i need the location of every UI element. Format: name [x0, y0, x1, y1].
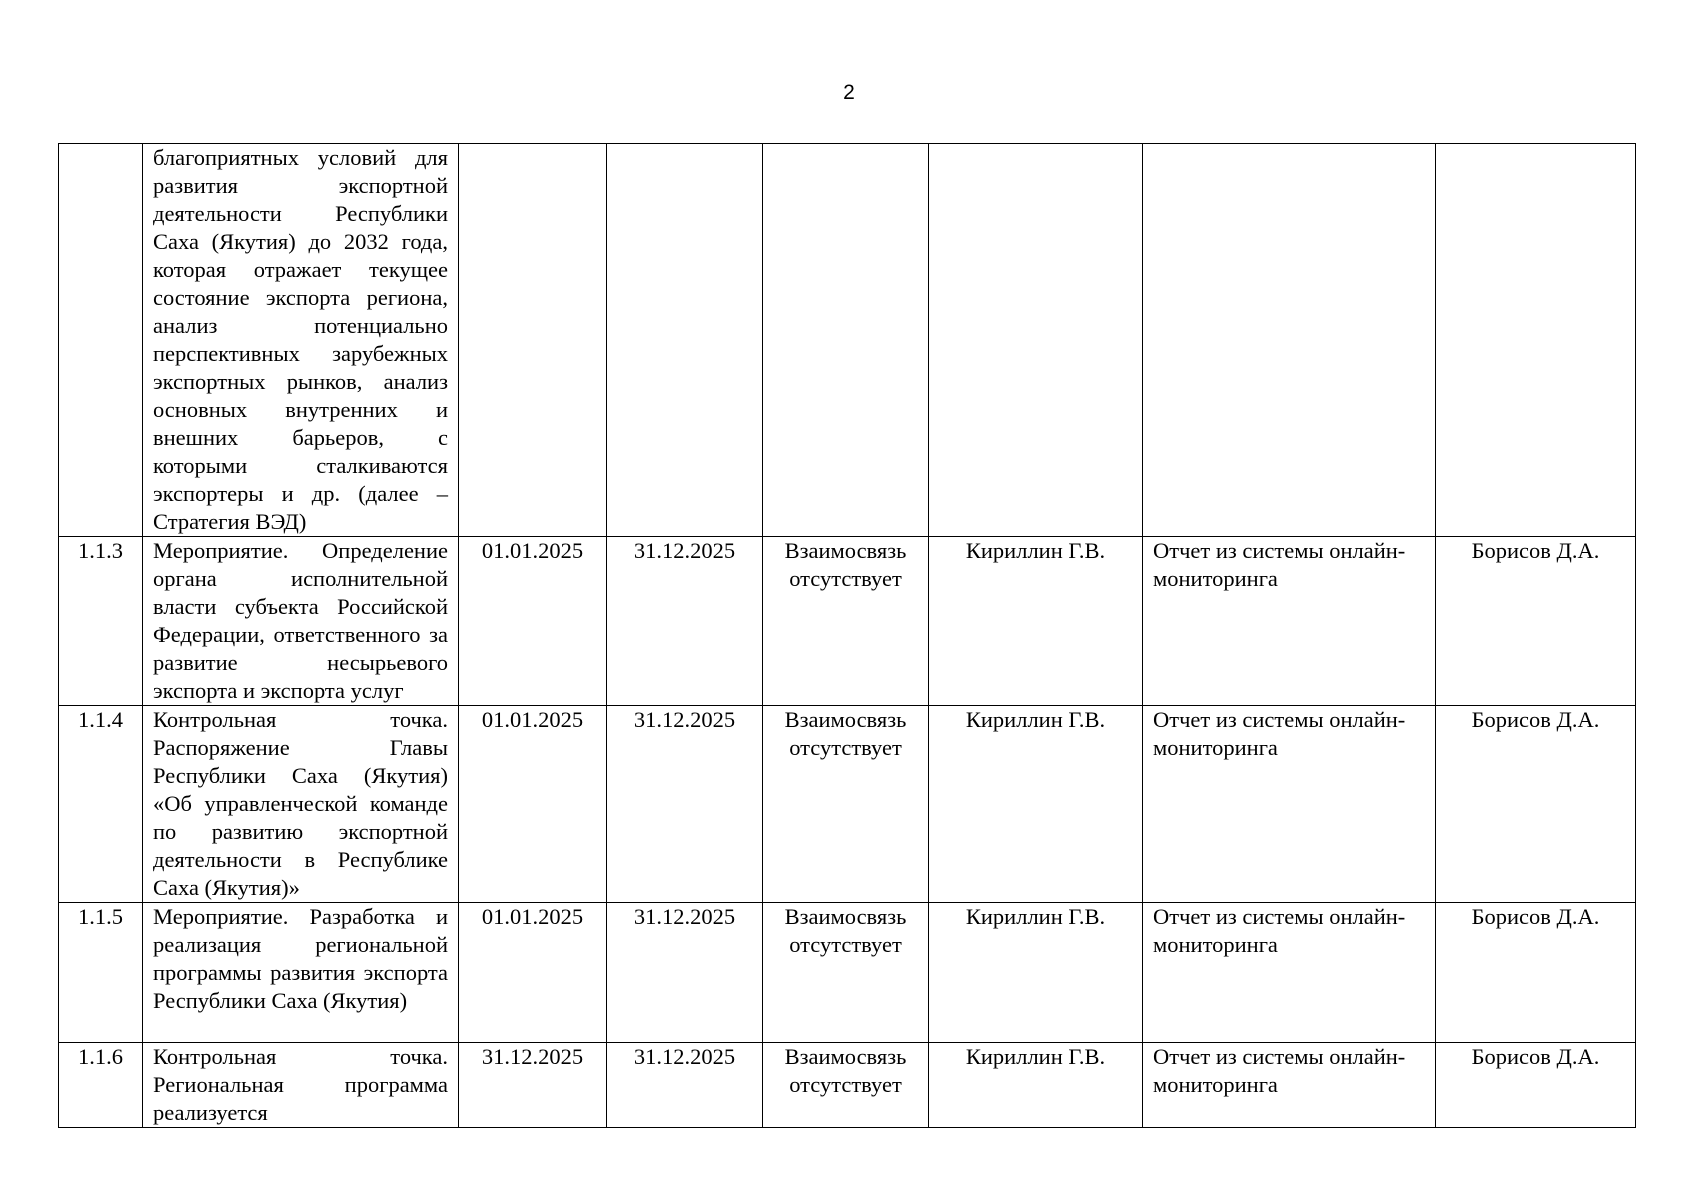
relationship-cell: Взаимосвязь отсутствует: [763, 1043, 929, 1128]
start-date-cell: 01.01.2025: [459, 537, 607, 706]
table-row: [59, 537, 1636, 706]
row-number-cell: [59, 144, 143, 537]
activity-name-cell: Контрольная точка. Региональная программа реализуется: [143, 1043, 459, 1128]
end-date-cell: 31.12.2025: [607, 537, 763, 706]
document-cell: Отчет из системы онлайн-мониторинга: [1143, 1043, 1436, 1128]
relationship-cell: Взаимосвязь отсутствует: [763, 537, 929, 706]
start-date-cell: [459, 144, 607, 537]
table-row: [59, 903, 1636, 1043]
activity-name-cell: Контрольная точка. Распоряжение Главы Республики Саха (Якутия) «Об управленческой команде по развитию экспортной деятельности в Республике Саха (Якутия)»: [143, 706, 459, 903]
row-number-cell: 1.1.5: [59, 903, 143, 1043]
end-date-cell: 31.12.2025: [607, 1043, 763, 1128]
document-cell: Отчет из системы онлайн-мониторинга: [1143, 903, 1436, 1043]
row-number-cell: 1.1.4: [59, 706, 143, 903]
table-row: [59, 1043, 1636, 1128]
activity-name-cell: Мероприятие. Определение органа исполнительной власти субъекта Российской Федерации, ответственного за развитие несырьевого экспорта и экспорта услуг: [143, 537, 459, 706]
end-date-cell: 31.12.2025: [607, 903, 763, 1043]
start-date-cell: 31.12.2025: [459, 1043, 607, 1128]
document-cell: Отчет из системы онлайн-мониторинга: [1143, 537, 1436, 706]
start-date-cell: 01.01.2025: [459, 706, 607, 903]
activity-name-cell: благоприятных условий для развития экспортной деятельности Республики Саха (Якутия) до 2032 года, которая отражает текущее состояние экспорта региона, анализ потенциально перспективных зарубежных экспортных рынков, анализ основных внутренних и внешних барьеров, с которыми сталкиваются экспортеры и др. (далее – Стратегия ВЭД): [143, 144, 459, 537]
relationship-cell: Взаимосвязь отсутствует: [763, 706, 929, 903]
row-number-cell: 1.1.3: [59, 537, 143, 706]
table-row: [59, 706, 1636, 903]
control-cell: Борисов Д.А.: [1436, 1043, 1636, 1128]
responsible-cell: [929, 144, 1143, 537]
control-cell: [1436, 144, 1636, 537]
responsible-cell: Кириллин Г.В.: [929, 706, 1143, 903]
table-row: [59, 144, 1636, 537]
activity-name-cell: Мероприятие. Разработка и реализация региональной программы развития экспорта Республики Саха (Якутия): [143, 903, 459, 1043]
responsible-cell: Кириллин Г.В.: [929, 537, 1143, 706]
responsible-cell: Кириллин Г.В.: [929, 903, 1143, 1043]
document-cell: [1143, 144, 1436, 537]
row-number-cell: 1.1.6: [59, 1043, 143, 1128]
responsible-cell: Кириллин Г.В.: [929, 1043, 1143, 1128]
control-cell: Борисов Д.А.: [1436, 903, 1636, 1043]
end-date-cell: [607, 144, 763, 537]
relationship-cell: [763, 144, 929, 537]
start-date-cell: 01.01.2025: [459, 903, 607, 1043]
document-cell: Отчет из системы онлайн-мониторинга: [1143, 706, 1436, 903]
page-number: 2: [843, 81, 855, 104]
relationship-cell: Взаимосвязь отсутствует: [763, 903, 929, 1043]
control-cell: Борисов Д.А.: [1436, 537, 1636, 706]
end-date-cell: 31.12.2025: [607, 706, 763, 903]
control-cell: Борисов Д.А.: [1436, 706, 1636, 903]
plan-table: [58, 143, 1636, 1128]
